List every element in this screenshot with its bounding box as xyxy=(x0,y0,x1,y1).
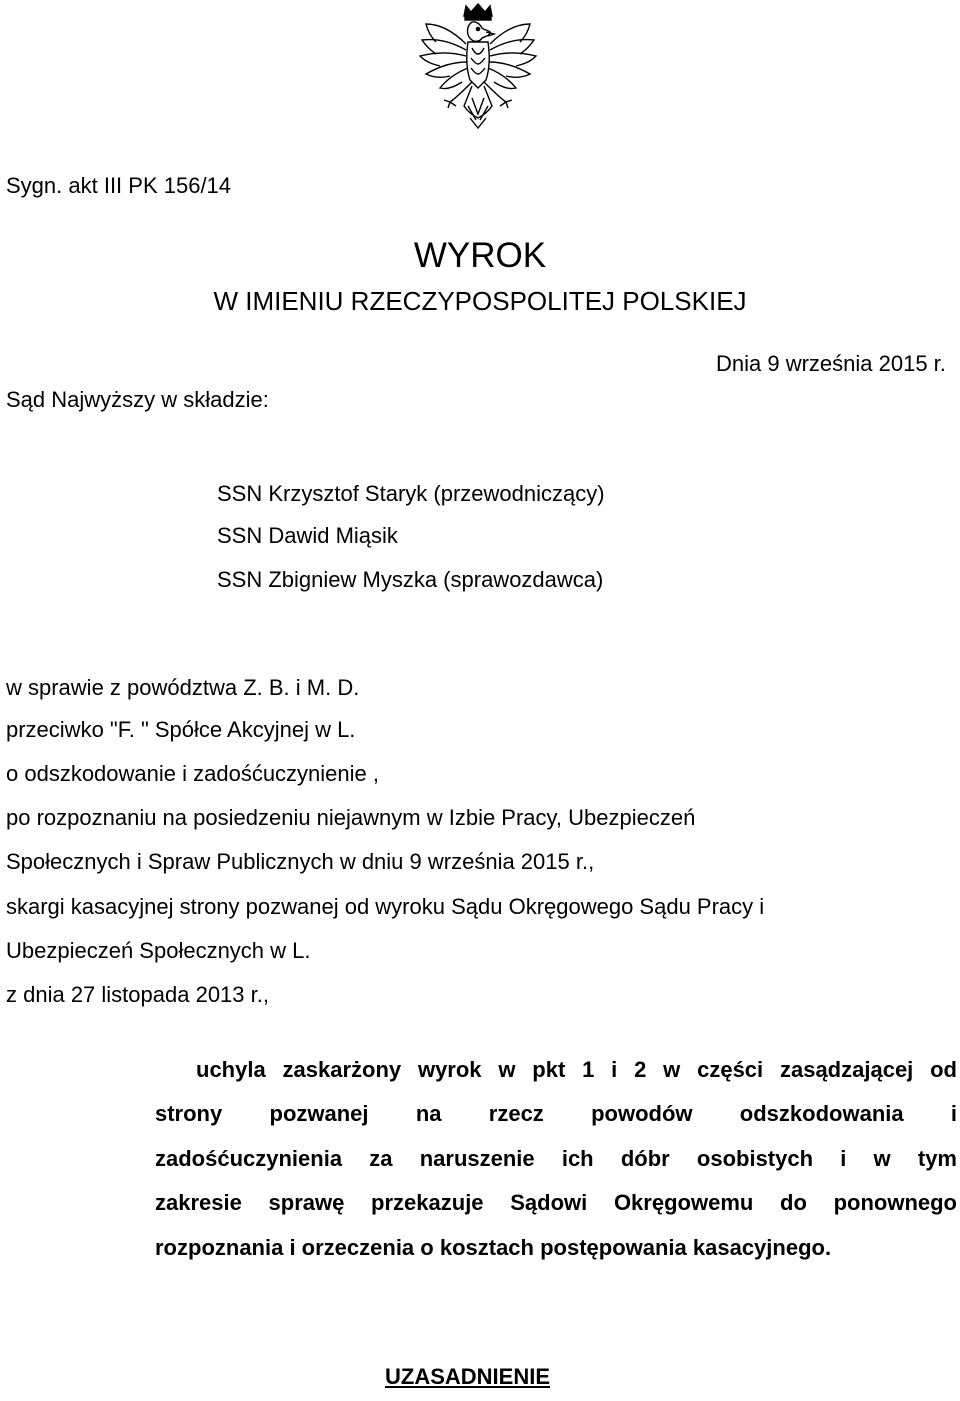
decision-line: uchyla zaskarżony wyrok w pkt 1 i 2 w części zasądzającej od xyxy=(196,1057,957,1082)
decision-line: strony pozwanej na rzecz powodów odszkodowania i xyxy=(155,1101,957,1126)
decision-line: zakresie sprawę przekazuje Sądowi Okręgowemu do ponownego xyxy=(155,1190,957,1215)
case-line: skargi kasacyjnej strony pozwanej od wyroku Sądu Okręgowego Sądu Pracy i xyxy=(6,894,765,919)
case-line: przeciwko "F. " Spółce Akcyjnej w L. xyxy=(6,717,356,742)
judgment-date: Dnia 9 września 2015 r. xyxy=(716,351,946,376)
case-line: w sprawie z powództwa Z. B. i M. D. xyxy=(6,675,360,700)
judge-line: SSN Krzysztof Staryk (przewodniczący) xyxy=(217,481,605,506)
case-line: Ubezpieczeń Społecznych w L. xyxy=(6,938,311,963)
case-line: o odszkodowanie i zadośćuczynienie , xyxy=(6,761,380,786)
justification-heading: UZASADNIENIE xyxy=(385,1364,551,1389)
document-subtitle: W IMIENIU RZECZYPOSPOLITEJ POLSKIEJ xyxy=(213,286,747,316)
judge-line: SSN Zbigniew Myszka (sprawozdawca) xyxy=(217,567,604,592)
decision-line: rozpoznania i orzeczenia o kosztach postępowania kasacyjnego. xyxy=(155,1235,832,1260)
judge-line: SSN Dawid Miąsik xyxy=(217,523,398,548)
court-composition-label: Sąd Najwyższy w składzie: xyxy=(6,387,269,412)
case-line: z dnia 27 listopada 2013 r., xyxy=(6,982,269,1007)
document-title: WYROK xyxy=(413,236,547,275)
decision-line: zadośćuczynienia za naruszenie ich dóbr osobistych i w tym xyxy=(155,1146,957,1171)
case-line: po rozpoznaniu na posiedzeniu niejawnym w Izbie Pracy, Ubezpieczeń xyxy=(6,805,696,830)
case-line: Społecznych i Spraw Publicznych w dniu 9 września 2015 r., xyxy=(6,849,595,874)
case-number: Sygn. akt III PK 156/14 xyxy=(6,173,232,198)
polish-eagle-emblem xyxy=(410,2,546,142)
